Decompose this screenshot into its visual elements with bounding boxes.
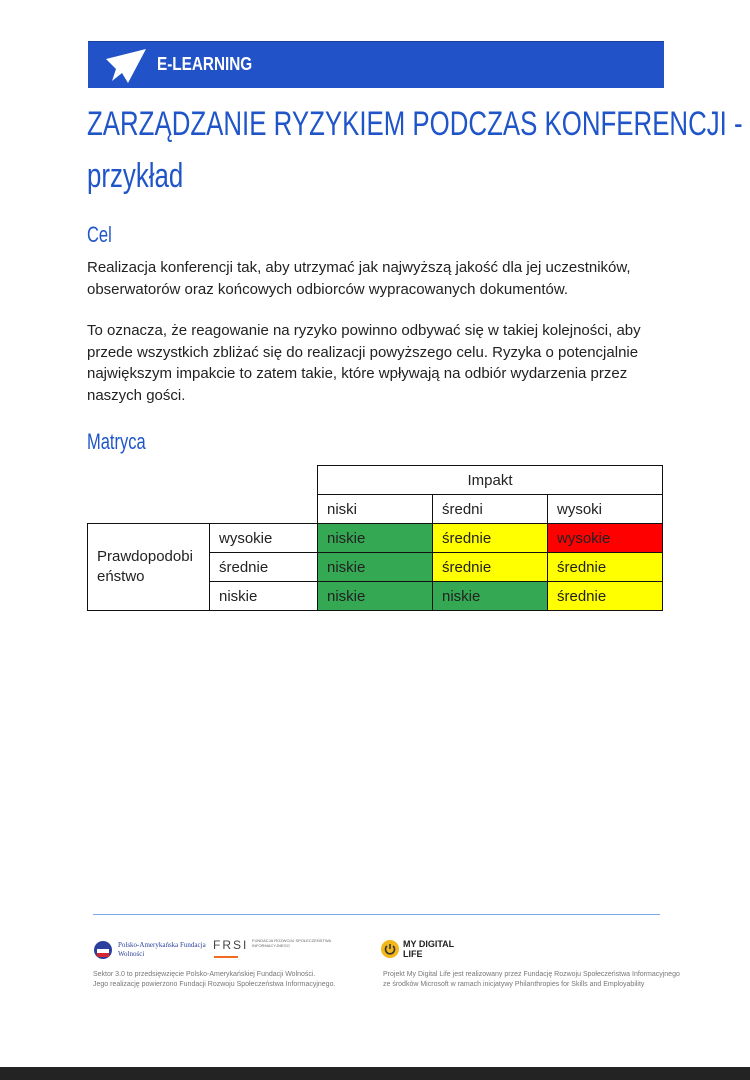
- risk-cell: średnie: [433, 524, 548, 553]
- footer-left-text-2: Jego realizację powierzono Fundacji Rozwoju Społeczeństwa Informacyjnego.: [93, 981, 336, 988]
- page-title-line-2: przykład: [87, 157, 184, 195]
- sektor-logo-icon: [102, 47, 148, 85]
- probability-level: wysokie: [210, 524, 318, 553]
- header-banner: [88, 41, 664, 88]
- probability-level: niskie: [210, 582, 318, 611]
- footer-left-text-1: Sektor 3.0 to przedsięwzięcie Polsko-Amerykańskiej Fundacji Wolności.: [93, 971, 316, 978]
- impact-level-medium: średni: [433, 495, 548, 524]
- impact-header: Impakt: [318, 466, 663, 495]
- section-heading-matrix: Matryca: [87, 429, 146, 454]
- risk-cell: niskie: [433, 582, 548, 611]
- risk-cell: średnie: [433, 553, 548, 582]
- section-heading-goal: Cel: [87, 222, 112, 247]
- probability-header: Prawdopodobieństwo: [88, 524, 210, 611]
- impact-level-low: niski: [318, 495, 433, 524]
- mdl-logo-line-2: LIFE: [403, 949, 423, 959]
- empty-corner: [88, 466, 318, 495]
- page-title-line-1: ZARZĄDZANIE RYZYKIEM PODCZAS KONFERENCJI -: [87, 105, 743, 143]
- mdl-logo-text: [403, 939, 454, 959]
- bottom-dark-bar: [0, 1067, 750, 1080]
- page-title: [87, 98, 743, 202]
- pafw-logo-text: Polsko-Amerykańska Fundacja Wolności: [118, 941, 206, 958]
- risk-cell: niskie: [318, 553, 433, 582]
- risk-cell: wysokie: [548, 524, 663, 553]
- empty-corner: [88, 495, 318, 524]
- risk-cell: niskie: [318, 582, 433, 611]
- risk-matrix-table: [87, 465, 663, 611]
- risk-cell: średnie: [548, 553, 663, 582]
- goal-paragraph-2: To oznacza, że reagowanie na ryzyko powinno odbywać się w takiej kolejności, aby przede wszystkich zbliżać się do realizacji powyższego celu. Ryzyka o potencjalnie największym impakcie to zatem takie, które wpływają na odbiór wydarzenia przez naszych gości.: [87, 322, 641, 404]
- risk-cell: średnie: [548, 582, 663, 611]
- pafw-logo-icon: [93, 940, 113, 960]
- power-icon: [381, 940, 399, 958]
- mdl-logo-line-1: MY DIGITAL: [403, 939, 455, 949]
- probability-level: średnie: [210, 553, 318, 582]
- footer-right-text-2: ze środków Microsoft w ramach inicjatywy Philanthropies for Skills and Employability: [383, 981, 645, 988]
- goal-paragraph-1: Realizacja konferencji tak, aby utrzymać jak najwyższą jakość dla jej uczestników, obserwatorów oraz końcowych odbiorców wypracowanych dokumentów.: [87, 259, 631, 298]
- frsi-logo-underline: [214, 956, 238, 958]
- footer-divider: [93, 914, 660, 915]
- matrix-row: [88, 524, 663, 553]
- frsi-logo-text: FRSI: [213, 938, 249, 952]
- footer-right-text-1: Projekt My Digital Life jest realizowany przez Fundację Rozwoju Społeczeństwa Informacyjnego: [383, 971, 680, 978]
- risk-cell: niskie: [318, 524, 433, 553]
- impact-level-high: wysoki: [548, 495, 663, 524]
- frsi-logo-subtitle: FUNDACJA ROZWOJU SPOŁECZEŃSTWA INFORMACYJNEGO: [252, 938, 331, 948]
- banner-label: E-LEARNING: [157, 54, 253, 74]
